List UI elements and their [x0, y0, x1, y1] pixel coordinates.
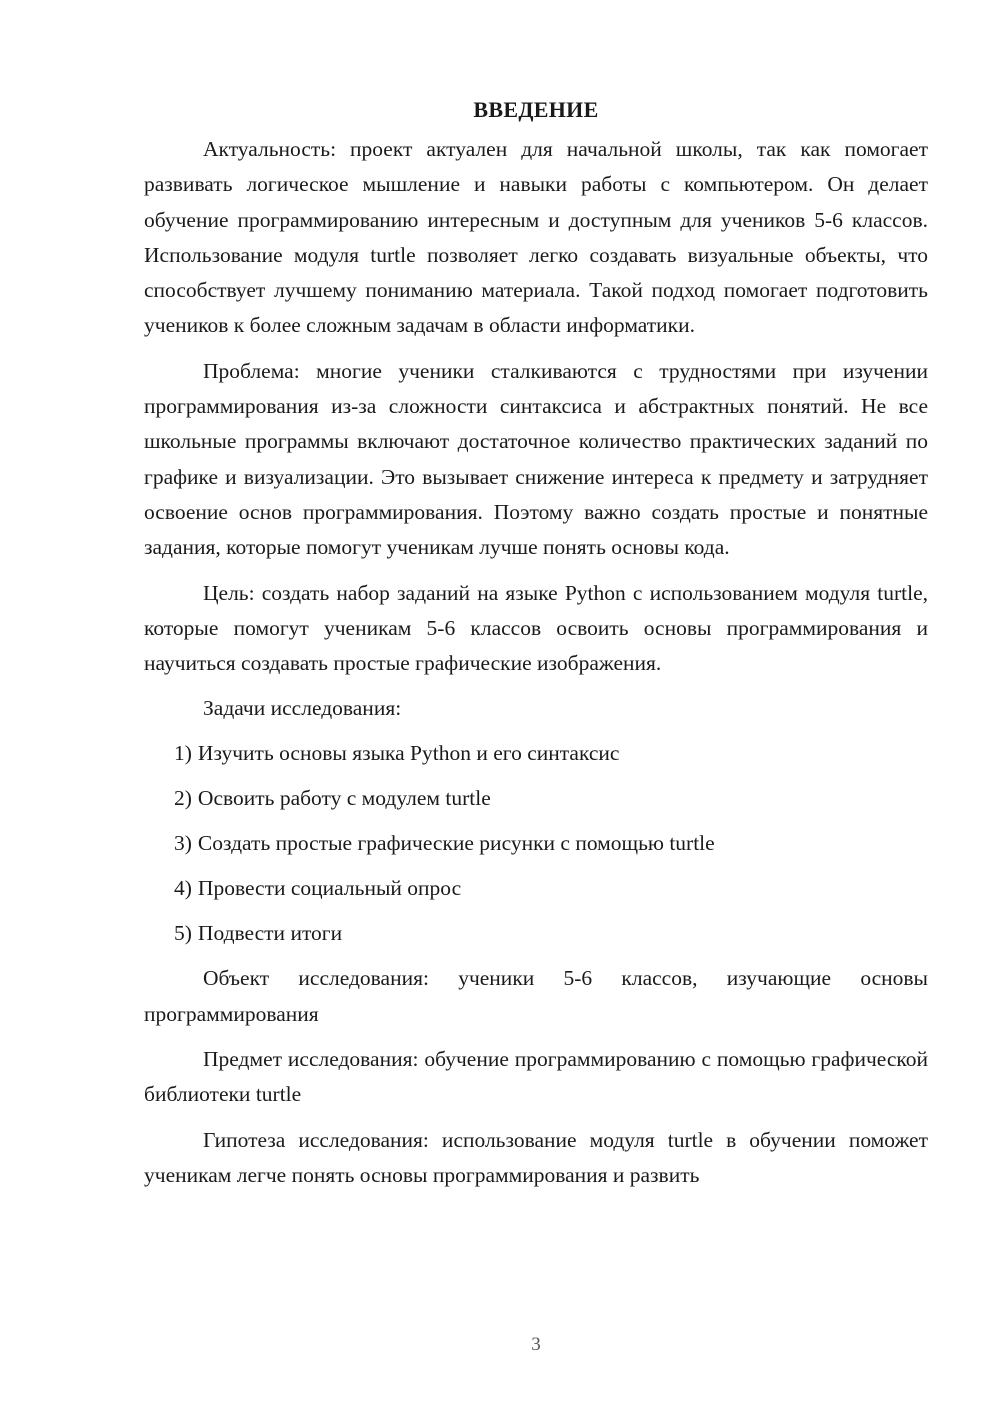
list-item	[144, 871, 928, 906]
list-item-text: Провести социальный опрос	[197, 876, 462, 901]
list-item-text: Подвести итоги	[197, 921, 343, 946]
list-item	[144, 916, 928, 951]
list-item-number: 2)	[174, 786, 192, 811]
page-title: ВВЕДЕНИЕ	[473, 97, 599, 122]
list-item-text: Изучить основы языка Python и его синтаксис	[197, 741, 620, 766]
document-page	[144, 96, 928, 1203]
list-item	[144, 736, 928, 771]
list-item-text: Создать простые графические рисунки с помощью turtle	[197, 831, 715, 856]
relevance-paragraph: Актуальность: проект актуален для начальной школы, так как помогает развивать логическое мышление и навыки работы с компьютером. Он делает обучение программированию интересным и доступным для учеников 5-6 классов. Использование модуля turtle позволяет легко создавать визуальные объекты, что способствует лучшему пониманию материала. Такой подход помогает подготовить учеников к более сложным задачам в области информатики.	[144, 137, 928, 338]
page-number: 3	[531, 1334, 541, 1355]
hypothesis-paragraph: Гипотеза исследования: использование модуля turtle в обучении поможет ученикам легче понять основы программирования и развить	[144, 1127, 928, 1187]
subject-paragraph: Предмет исследования: обучение программированию с помощью графической библиотеки turtle	[144, 1047, 928, 1107]
tasks-list	[144, 736, 928, 951]
list-item-number: 3)	[174, 831, 192, 856]
list-item	[144, 781, 928, 816]
list-item-text: Освоить работу с модулем turtle	[197, 786, 491, 811]
object-paragraph: Объект исследования: ученики 5-6 классов, изучающие основы программирования	[144, 966, 928, 1026]
list-item-number: 5)	[174, 921, 192, 946]
problem-paragraph: Проблема: многие ученики сталкиваются с трудностями при изучении программирования из-за сложности синтаксиса и абстрактных понятий. Не все школьные программы включают достаточное количество практических заданий по графике и визуализации. Это вызывает снижение интереса к предмету и затрудняет освоение основ программирования. Поэтому важно создать простые и понятные задания, которые помогут ученикам лучше понять основы кода.	[144, 358, 928, 560]
list-item-number: 4)	[174, 876, 192, 901]
list-item	[144, 826, 928, 861]
goal-paragraph: Цель: создать набор заданий на языке Python с использованием модуля turtle, которые помогут ученикам 5-6 классов освоить основы программирования и научиться создавать простые графические изображения.	[144, 580, 928, 676]
tasks-heading: Задачи исследования:	[203, 696, 402, 721]
list-item-number: 1)	[174, 741, 192, 766]
